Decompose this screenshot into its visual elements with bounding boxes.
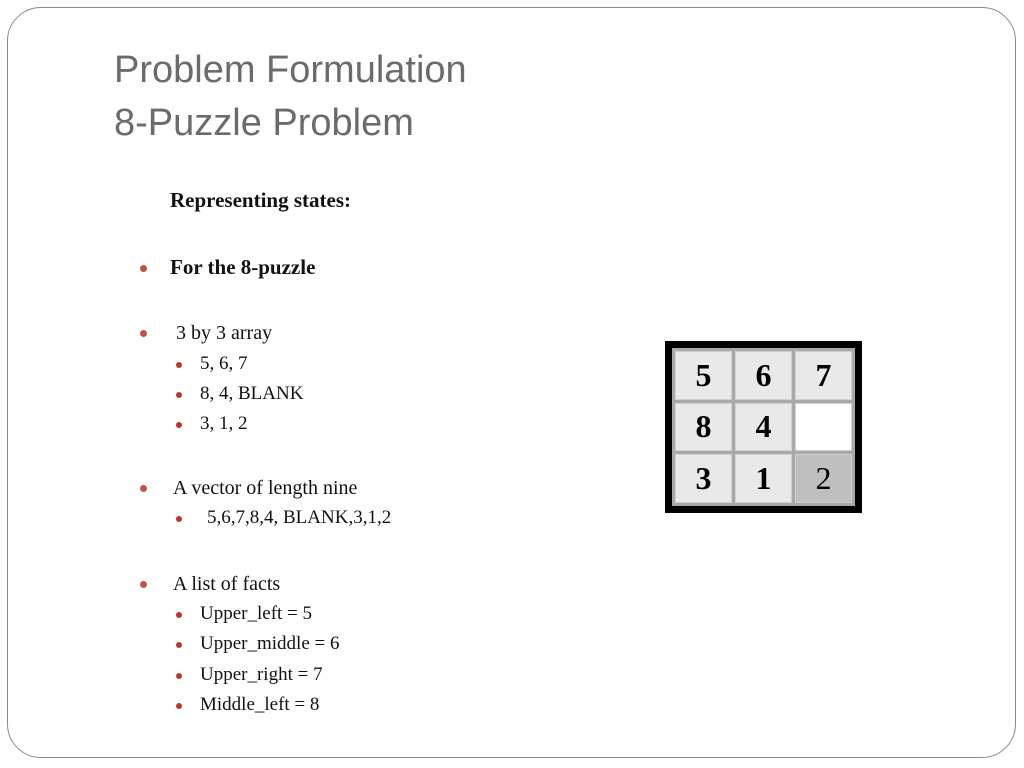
sub-bullet-dot <box>176 642 182 648</box>
sub-bullet-dot <box>176 362 182 368</box>
sub-bullet-item: Upper_right = 7 <box>200 664 323 685</box>
bullet-item: 3 by 3 array <box>176 322 273 344</box>
sub-bullet-dot <box>176 422 182 428</box>
bullet-item: A list of facts <box>173 573 281 595</box>
puzzle-grid <box>672 348 855 506</box>
slide-title <box>114 44 467 150</box>
sub-bullet-item: 8, 4, BLANK <box>200 383 304 404</box>
puzzle-tile: 6 <box>735 351 792 400</box>
puzzle-tile: 7 <box>795 351 852 400</box>
bullet-dot <box>140 581 147 588</box>
sub-bullet-item: 5,6,7,8,4, BLANK,3,1,2 <box>207 507 392 528</box>
sub-bullet-dot <box>176 673 182 679</box>
sub-bullet-item: Upper_middle = 6 <box>200 633 340 654</box>
sub-bullet-item: Upper_left = 5 <box>200 603 313 624</box>
sub-bullet-dot <box>176 612 182 618</box>
puzzle-tile: 3 <box>675 454 732 503</box>
puzzle-tile: 1 <box>735 454 792 503</box>
sub-bullet-item: 5, 6, 7 <box>200 353 248 374</box>
puzzle-board <box>665 341 862 513</box>
title-line-2: 8-Puzzle Problem <box>114 102 414 144</box>
subheading: Representing states: <box>170 188 352 212</box>
bullet-dot <box>140 330 147 337</box>
sub-bullet-item: 3, 1, 2 <box>200 413 248 434</box>
puzzle-tile: 4 <box>735 403 792 452</box>
bullet-dot <box>140 485 147 492</box>
bullet-item: A vector of length nine <box>173 477 358 499</box>
sub-bullet-item: Middle_left = 8 <box>200 694 320 715</box>
puzzle-tile: 8 <box>675 403 732 452</box>
title-line-1: Problem Formulation <box>114 49 467 91</box>
bullet-dot <box>140 265 147 272</box>
sub-bullet-dot <box>176 392 182 398</box>
sub-bullet-dot <box>176 516 182 522</box>
puzzle-tile: 2 <box>795 454 852 503</box>
bullet-item: For the 8-puzzle <box>170 255 316 279</box>
sub-bullet-dot <box>176 703 182 709</box>
puzzle-tile: 5 <box>675 351 732 400</box>
puzzle-tile-blank <box>795 403 852 452</box>
